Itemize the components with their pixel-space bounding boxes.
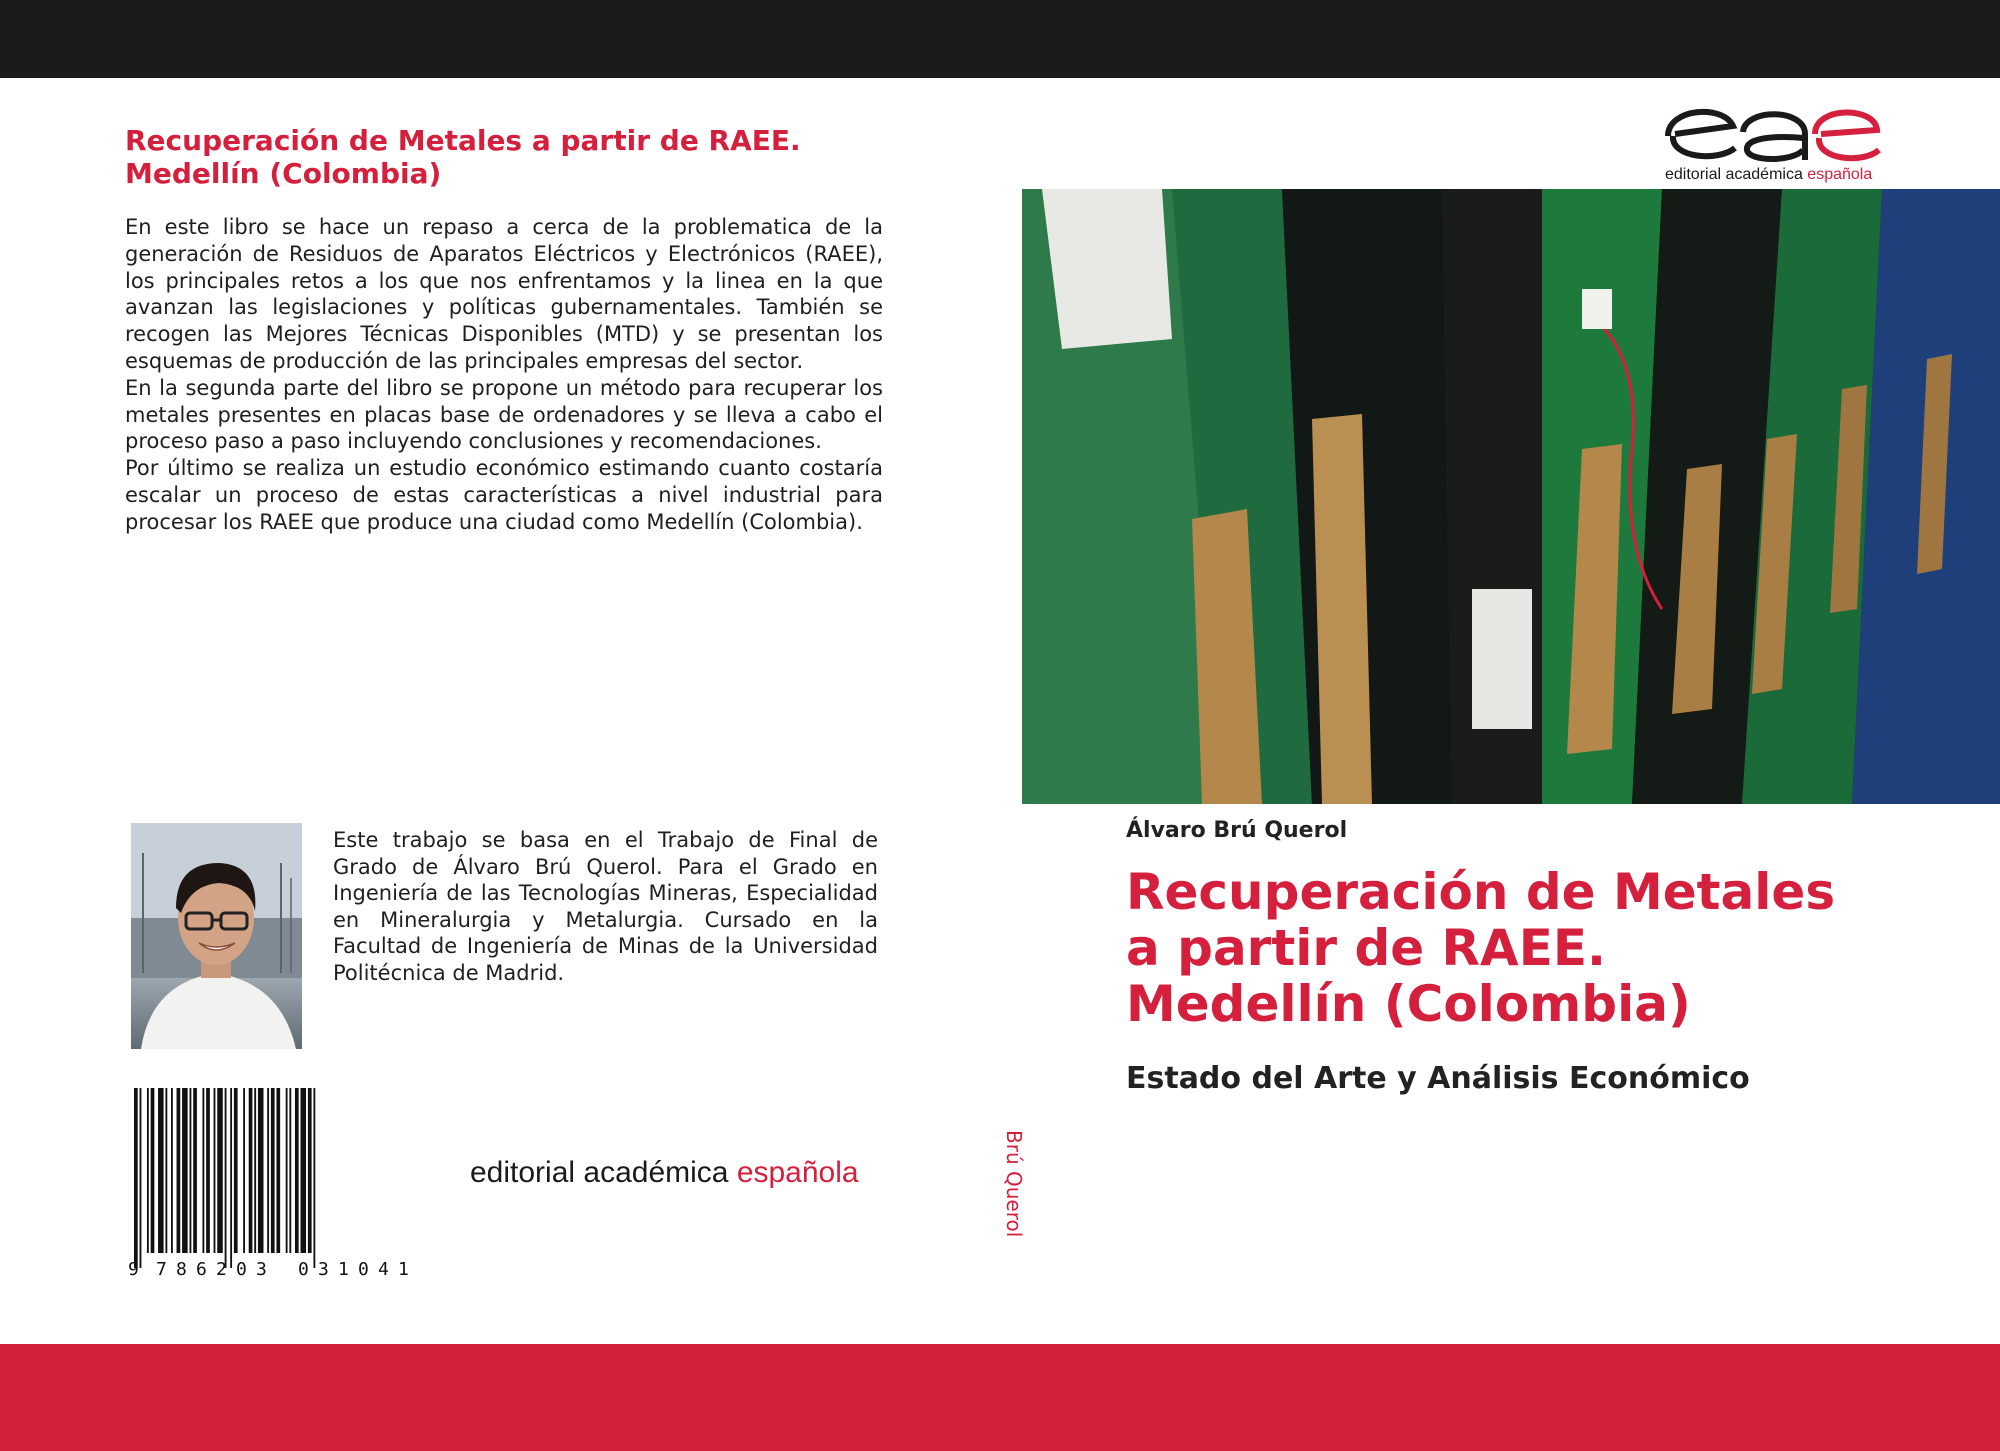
barcode-bar xyxy=(295,1088,299,1253)
barcode-bar xyxy=(190,1088,192,1253)
bottom-band xyxy=(0,1344,2000,1451)
front-cover-author: Álvaro Brú Querol xyxy=(1126,818,1348,843)
front-cover-subtitle: Estado del Arte y Análisis Económico xyxy=(1126,1061,1750,1096)
barcode-bar xyxy=(165,1088,167,1253)
barcode-digit: 0 xyxy=(298,1259,309,1280)
barcode-bar xyxy=(217,1088,223,1253)
logo-caption-main: editorial académica xyxy=(1665,166,1808,183)
barcode-bar xyxy=(182,1088,188,1253)
description-paragraph: En la segunda parte del libro se propone un método para recuperar los metales presentes en placas base de ordenadores y se lleva a cabo el proceso paso a paso incluyendo conclusiones y recomendaciones. xyxy=(125,375,883,454)
barcode-bar xyxy=(140,1088,142,1268)
logo-caption-accent: española xyxy=(1807,166,1873,183)
publisher-name-accent: española xyxy=(736,1156,859,1189)
barcode-bar xyxy=(234,1088,238,1253)
cover-image-circuit-boards xyxy=(1022,189,2000,804)
description-paragraph: Por último se realiza un estudio económico estimando cuanto costaría escalar un proceso de estas características a nivel industrial para procesar los RAEE que produce una ciudad como Medellín (Colombia). xyxy=(125,456,883,534)
back-cover-description xyxy=(125,214,883,536)
barcode-bar xyxy=(230,1088,232,1268)
title-line-2: a partir de RAEE. xyxy=(1126,919,1607,977)
barcode-digit: 4 xyxy=(378,1259,389,1280)
barcode-bar xyxy=(147,1088,149,1253)
barcode-bar xyxy=(206,1088,210,1253)
barcode-bar xyxy=(313,1088,315,1268)
barcode-bar xyxy=(258,1088,264,1253)
barcode-bar xyxy=(214,1088,216,1253)
barcode-bar xyxy=(301,1088,307,1253)
barcode-digit: 3 xyxy=(318,1259,329,1280)
barcode-bar xyxy=(158,1088,164,1253)
isbn-barcode xyxy=(128,1080,453,1280)
barcode-digit: 0 xyxy=(236,1259,247,1280)
barcode-bar xyxy=(225,1088,227,1268)
barcode-digit: 7 xyxy=(156,1259,167,1280)
barcode-bar xyxy=(286,1088,288,1253)
publisher-name-main: editorial académica xyxy=(470,1156,737,1189)
back-title-line-2: Medellín (Colombia) xyxy=(125,157,442,190)
barcode-bar xyxy=(177,1088,181,1253)
barcode-bar xyxy=(171,1088,173,1253)
barcode-bar xyxy=(271,1088,275,1253)
barcode-digit: 9 xyxy=(128,1259,139,1280)
top-band xyxy=(0,0,2000,78)
barcode-bar xyxy=(276,1088,280,1253)
barcode-digit: 2 xyxy=(216,1259,227,1280)
barcode-bar xyxy=(202,1088,204,1253)
barcode-digit: 6 xyxy=(196,1259,207,1280)
barcode-bar xyxy=(151,1088,155,1253)
publisher-name xyxy=(470,1156,859,1190)
barcode-digit: 1 xyxy=(398,1259,409,1280)
barcode-digit: 1 xyxy=(338,1259,349,1280)
barcode-bar xyxy=(249,1088,253,1253)
author-bio: Este trabajo se basa en el Trabajo de Final de Grado de Álvaro Brú Querol. Para el Grado en Ingeniería de las Tecnologías Mineras, Especialidad en Mineralurgia y Metalurgia. Cursado en la Facultad de Ingeniería de Minas de la Universidad Politécnica de Madrid. xyxy=(333,828,878,985)
barcode-bar xyxy=(267,1088,269,1253)
barcode-bar xyxy=(134,1088,138,1268)
barcode-digit: 3 xyxy=(256,1259,267,1280)
front-cover-title xyxy=(1126,864,1946,1032)
author-photo xyxy=(131,823,302,1049)
barcode-bar xyxy=(289,1088,291,1253)
back-title-line-1: Recuperación de Metales a partir de RAEE. xyxy=(125,124,801,157)
spine-author: Brú Querol xyxy=(1002,1130,1026,1238)
barcode-digit: 0 xyxy=(358,1259,369,1280)
title-line-3: Medellín (Colombia) xyxy=(1126,975,1691,1033)
description-paragraph: En este libro se hace un repaso a cerca de la problematica de la generación de Residuos de Aparatos Eléctricos y Electrónicos (RAEE), los principales retos a los que nos enfrentamos y la linea en la que avanzan las legislaciones y políticas gubernamentales. También se recogen las Mejores Técnicas Disponibles (MTD) y se presentan los esquemas de producción de las principales empresas del sector. xyxy=(125,215,883,373)
barcode-bar xyxy=(254,1088,256,1253)
barcode-bar xyxy=(193,1088,197,1253)
barcode-bar xyxy=(308,1088,312,1253)
barcode-bar xyxy=(243,1088,245,1253)
title-line-1: Recuperación de Metales xyxy=(1126,863,1836,921)
back-cover-title xyxy=(125,124,885,190)
barcode-digit: 8 xyxy=(176,1259,187,1280)
logo-caption xyxy=(1665,166,1872,184)
